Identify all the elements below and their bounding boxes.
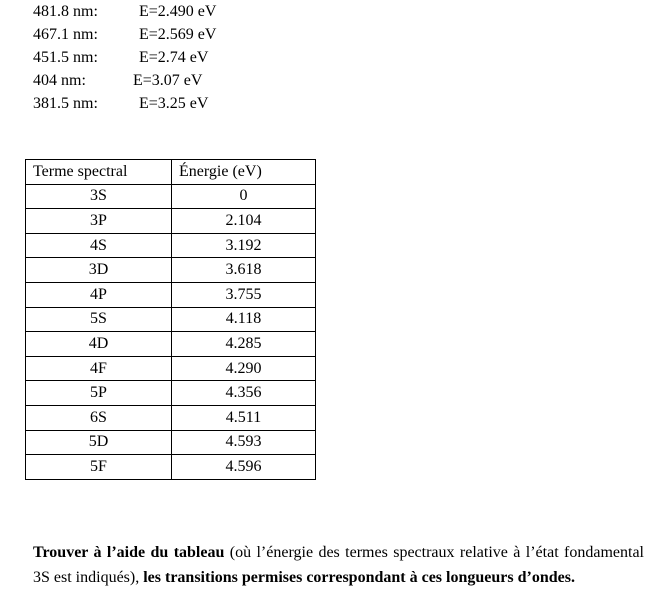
table-row: [26, 258, 316, 283]
energy-value: E=3.07 eV: [133, 72, 203, 89]
table-row: [26, 455, 316, 480]
question-normal-text: (où l’énergie des termes spectraux relative à l’état fondamental 3S est indiqués),: [33, 544, 645, 586]
energy-value: E=2.569 eV: [139, 26, 217, 43]
energy-cell: 4.118: [172, 307, 316, 332]
energy-value: E=2.74 eV: [139, 49, 209, 66]
energy-cell: 4.596: [172, 455, 316, 480]
term-cell: 4P: [26, 282, 172, 307]
question-paragraph: [33, 540, 644, 590]
term-cell: 3S: [26, 184, 172, 209]
column-header-energy: Énergie (eV): [172, 160, 316, 185]
energy-cell: 4.593: [172, 430, 316, 455]
energy-cell: 4.285: [172, 332, 316, 357]
term-cell: 5P: [26, 381, 172, 406]
energy-cell: 4.290: [172, 356, 316, 381]
table-row: [26, 307, 316, 332]
table-header-row: [26, 160, 316, 185]
spectral-terms-table: [25, 159, 316, 480]
energy-cell: 2.104: [172, 209, 316, 234]
wavelength-value: 381.5 nm:: [33, 95, 98, 112]
energy-cell: 0: [172, 184, 316, 209]
energy-value: E=2.490 eV: [139, 3, 217, 20]
energy-cell: 3.192: [172, 233, 316, 258]
wavelength-value: 404 nm:: [33, 72, 86, 89]
question-bold-task: les transitions permises correspondant à ces longueurs d’ondes.: [143, 569, 575, 586]
term-cell: 5F: [26, 455, 172, 480]
table-row: [26, 282, 316, 307]
term-cell: 5D: [26, 430, 172, 455]
energy-value: E=3.25 eV: [139, 95, 209, 112]
term-cell: 4F: [26, 356, 172, 381]
term-cell: 5S: [26, 307, 172, 332]
energy-cell: 3.755: [172, 282, 316, 307]
table-row: [26, 184, 316, 209]
table-row: [26, 405, 316, 430]
table-row: [26, 356, 316, 381]
question-bold-intro: Trouver à l’aide du tableau: [33, 544, 225, 561]
table-row: [26, 233, 316, 258]
term-cell: 4S: [26, 233, 172, 258]
wavelength-value: 467.1 nm:: [33, 26, 98, 43]
table-row: [26, 381, 316, 406]
term-cell: 3D: [26, 258, 172, 283]
energy-cell: 3.618: [172, 258, 316, 283]
energy-cell: 4.511: [172, 405, 316, 430]
column-header-term: Terme spectral: [26, 160, 172, 185]
wavelength-value: 451.5 nm:: [33, 49, 98, 66]
term-cell: 6S: [26, 405, 172, 430]
term-cell: 3P: [26, 209, 172, 234]
term-cell: 4D: [26, 332, 172, 357]
table-row: [26, 209, 316, 234]
energy-cell: 4.356: [172, 381, 316, 406]
wavelength-value: 481.8 nm:: [33, 3, 98, 20]
table-row: [26, 332, 316, 357]
table-row: [26, 430, 316, 455]
